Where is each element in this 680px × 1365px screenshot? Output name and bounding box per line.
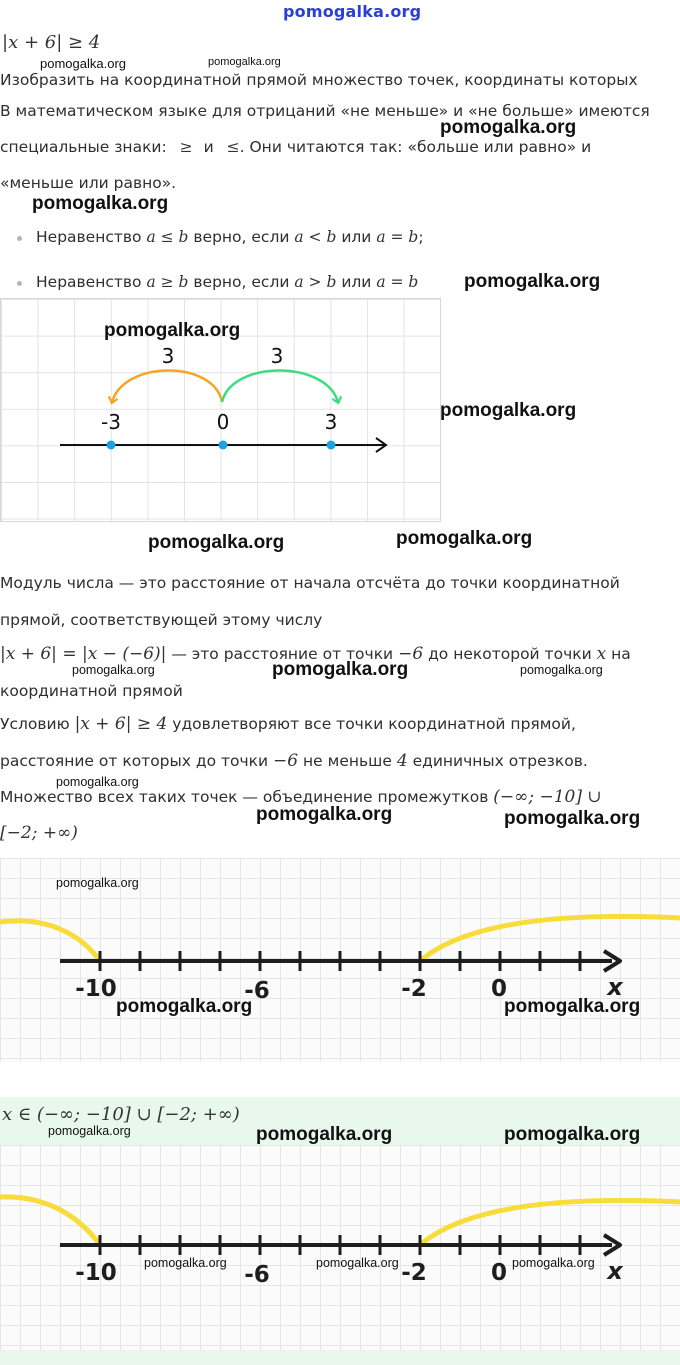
intro-text: . Они читаются так: «больше или равно» и: [239, 138, 592, 156]
watermark: pomogalka.org: [72, 663, 155, 677]
watermark: pomogalka.org: [504, 996, 641, 1017]
tick-label: 0: [490, 976, 508, 1002]
point-marker: [219, 441, 228, 450]
explain-text: единичных отрезков.: [412, 752, 588, 770]
point-label: -3: [101, 410, 121, 434]
bullet-item: [36, 227, 424, 247]
bullet-dot: [17, 236, 22, 241]
point-label: 0: [216, 410, 230, 434]
tick-label: -2: [401, 1260, 427, 1286]
explain-p1-line2: прямой, соответствующей этому числу: [0, 611, 323, 629]
watermark: pomogalka.org: [504, 808, 641, 829]
watermark: pomogalka.org: [48, 1124, 131, 1138]
tick-label: -2: [401, 976, 427, 1002]
explain-text: не меньше: [303, 752, 392, 770]
bullet-dot: [17, 281, 22, 286]
tick-label: 0: [490, 1260, 508, 1286]
watermark: pomogalka.org: [440, 400, 577, 421]
math-var: x: [596, 644, 607, 664]
watermark: pomogalka.org: [256, 1124, 393, 1145]
arc-label-right: 3: [270, 344, 284, 368]
watermark: pomogalka.org: [104, 320, 241, 341]
number-line-answer: [0, 1145, 680, 1350]
math-value: 4: [396, 751, 408, 771]
intro-line2: [0, 137, 591, 157]
solution-arc-left: [0, 1197, 100, 1245]
watermark: pomogalka.org: [256, 804, 393, 825]
intro-text: специальные знаки:: [0, 138, 167, 156]
watermark: pomogalka.org: [316, 1256, 399, 1270]
explain-p2-line2: координатной прямой: [0, 682, 183, 700]
watermark: pomogalka.org: [148, 532, 285, 553]
axis-var-label: x: [607, 1257, 623, 1285]
explain-text: Условию: [0, 715, 70, 733]
bullet-lhs: a ≤ b: [146, 228, 189, 246]
bullet-lhs: a ≥ b: [146, 273, 189, 291]
right-arc: [222, 371, 338, 403]
watermark: pomogalka.org: [32, 193, 169, 214]
explain-p1-line1: Модуль числа — это расстояние от начала отсчёта до точки координатной: [0, 574, 620, 592]
math-value: −6: [273, 751, 299, 771]
task-instruction: Изобразить на координатной прямой множество точек, координаты которых: [0, 71, 638, 89]
explain-text: на: [611, 645, 631, 663]
explain-text: расстояние от которых до точки: [0, 752, 269, 770]
bullet-or: или: [341, 228, 372, 246]
watermark: pomogalka.org: [512, 1256, 595, 1270]
bullet-mid: верно, если: [193, 228, 290, 246]
intro-line3: «меньше или равно».: [0, 174, 177, 192]
modulus-expr: |x + 6| = |x − (−6)|: [0, 644, 167, 664]
tick-label: -6: [244, 1262, 270, 1288]
explain-text: до некоторой точки: [428, 645, 592, 663]
bullet-c1: a > b: [294, 273, 337, 291]
bullet-or: или: [341, 273, 372, 291]
bullet-item: [36, 272, 418, 292]
bullet-c2: a = b: [376, 228, 419, 246]
task-inequality: |x + 6| ≥ 4: [2, 32, 101, 53]
explain-text: — это расстояние от точки: [171, 645, 394, 663]
condition-expr: |x + 6| ≥ 4: [74, 714, 168, 734]
tick-label: -10: [75, 1260, 117, 1286]
le-sign: ≤: [226, 138, 240, 156]
bullet-end: ;: [418, 228, 424, 246]
solution-arc-left: [0, 921, 100, 961]
bullet-c2: a = b: [376, 273, 419, 291]
point-marker: [107, 441, 116, 450]
watermark: pomogalka.org: [440, 117, 577, 138]
point-label: 3: [324, 410, 338, 434]
intro-line1: В математическом языке для отрицаний «не меньше» и «не больше» имеются: [0, 102, 650, 120]
watermark: pomogalka.org: [464, 271, 601, 292]
axis-var-label: x: [607, 973, 623, 1001]
ge-sign: ≥: [179, 138, 193, 156]
watermark: pomogalka.org: [56, 876, 139, 890]
explain-text: Множество всех таких точек — объединение промежутков: [0, 788, 489, 806]
bullet-c1: a < b: [294, 228, 337, 246]
interval-expr: [−2; +∞): [0, 823, 78, 843]
left-arc: [112, 371, 222, 403]
watermark: pomogalka.org: [396, 528, 533, 549]
intro-and: и: [203, 138, 214, 156]
tick-label: -6: [244, 978, 270, 1004]
interval-expr: (−∞; −10] ∪: [493, 787, 602, 807]
tick-label: -10: [75, 976, 117, 1002]
watermark-top: pomogalka.org: [283, 2, 422, 21]
watermark: pomogalka.org: [272, 659, 409, 680]
watermark: pomogalka.org: [144, 1256, 227, 1270]
footer-strip: [0, 1350, 680, 1365]
watermark: pomogalka.org: [56, 775, 139, 789]
math-value: −6: [398, 644, 424, 664]
watermark: pomogalka.org: [116, 996, 253, 1017]
arc-label-left: 3: [161, 344, 175, 368]
watermark: pomogalka.org: [520, 663, 603, 677]
watermark: pomogalka.org: [504, 1124, 641, 1145]
bullet-prefix: Неравенство: [36, 273, 142, 291]
explain-p4: [0, 751, 588, 771]
bullet-mid: верно, если: [193, 273, 290, 291]
explain-text: удовлетворяют все точки координатной прямой,: [172, 715, 576, 733]
watermark: pomogalka.org: [208, 56, 281, 68]
watermark: pomogalka.org: [40, 56, 126, 71]
point-marker: [327, 441, 336, 450]
answer-text: x ∈ (−∞; −10] ∪ [−2; +∞): [2, 1104, 240, 1125]
bullet-prefix: Неравенство: [36, 228, 142, 246]
explain-p3: [0, 714, 576, 734]
